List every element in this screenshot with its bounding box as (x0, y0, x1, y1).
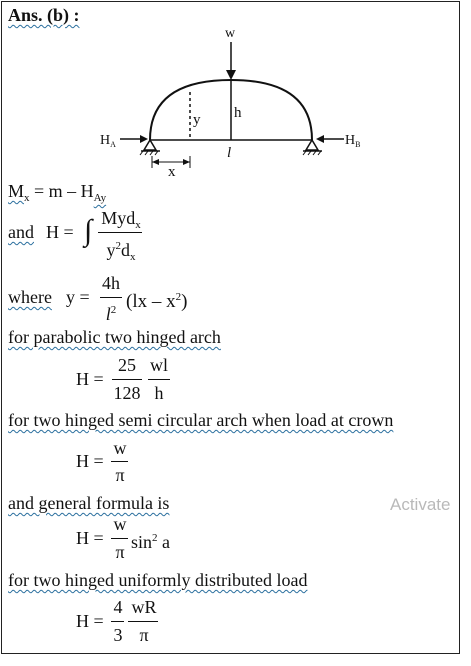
ordinate-label: y (193, 112, 201, 128)
general-text: and general formula is (8, 493, 170, 513)
arch-diagram (0, 0, 471, 190)
general-sin: $\sin^2 a$ (131, 532, 171, 552)
where-lhs: y = (66, 287, 90, 307)
general-den: π (115, 542, 125, 562)
where-fraction-bar (100, 297, 122, 298)
parabolic-bar1 (112, 379, 142, 380)
rise-label: h (234, 105, 242, 121)
integral-denominator: $y^2d_x$ (106, 240, 136, 263)
udl-num1: 4 (113, 597, 123, 617)
general-lhs: H = (76, 528, 104, 548)
span-label: l (227, 145, 232, 161)
where-numerator: 4h (102, 273, 120, 293)
where-denominator: $l^2$ (105, 304, 117, 324)
where-prefix: where (8, 287, 52, 307)
general-bar (111, 538, 128, 539)
answer-label: Ans. (b) : (8, 5, 80, 25)
left-reaction-label: $H_A$ (100, 133, 116, 149)
general-num: w (113, 514, 127, 534)
distance-label: x (168, 164, 176, 180)
parabolic-text: for parabolic two hinged arch (8, 327, 221, 347)
udl-lhs: H = (76, 611, 104, 631)
semicircular-text: for two hinged semi circular arch when load at crown (8, 410, 394, 430)
udl-num2: wR (131, 597, 157, 617)
semicircular-den: π (115, 465, 125, 485)
udl-den2: π (139, 625, 149, 645)
udl-bar1 (111, 621, 124, 622)
integral-lhs: H = (46, 222, 74, 242)
parabolic-num2: wl (150, 355, 168, 375)
udl-den1: 3 (113, 625, 123, 645)
integral-prefix: and (8, 222, 34, 242)
parabolic-bar2 (148, 379, 170, 380)
udl-bar2 (128, 621, 158, 622)
right-support (303, 140, 322, 155)
integral-numerator: Myd$_x$ (101, 208, 141, 231)
right-reaction-label: $H_B$ (345, 133, 361, 149)
semicircular-lhs: H = (76, 451, 104, 471)
where-parenthesis: $(lx - x^2)$ (126, 291, 188, 312)
integral-symbol: ∫ (84, 214, 93, 247)
parabolic-lhs: H = (76, 369, 104, 389)
semicircular-num: w (113, 438, 127, 458)
parabolic-num1: 25 (118, 355, 136, 375)
semicircular-bar (111, 461, 128, 462)
left-support (140, 140, 160, 155)
parabolic-den1: 128 (113, 383, 141, 403)
activate-watermark: Activate (390, 495, 451, 514)
udl-text: for two hinged uniformly distributed load (8, 570, 308, 590)
moment-equation: $M_x = m - H_{Ay}$ (8, 181, 107, 204)
integral-fraction-bar (98, 232, 142, 233)
load-label: w (225, 26, 236, 41)
parabolic-den2: h (154, 383, 164, 403)
